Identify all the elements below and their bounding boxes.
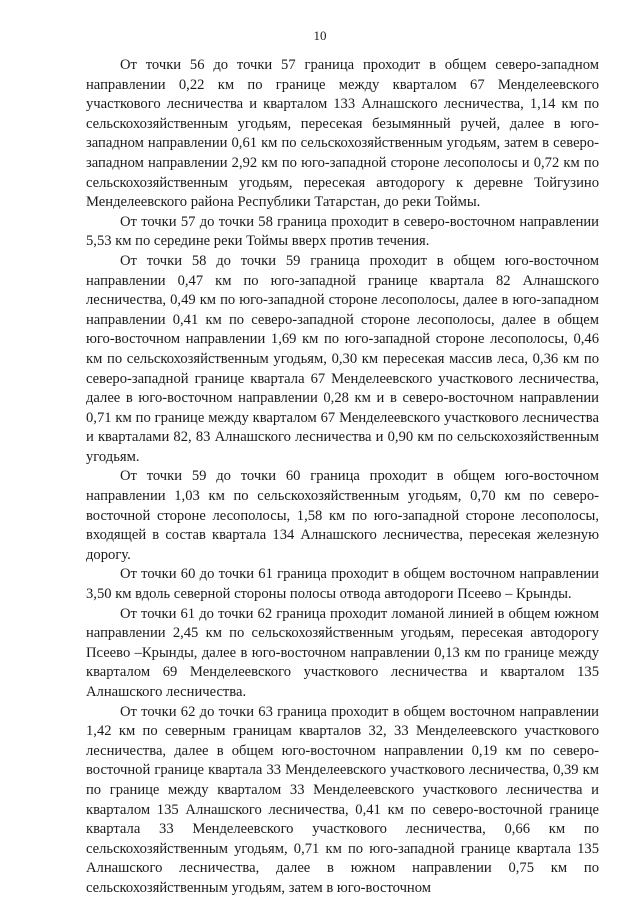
paragraph-boundary-60-61: От точки 60 до точки 61 граница проходит в общем восточном направлении 3,50 км вдоль северной стороны полосы отвода автодороги Псеево – Крынды. bbox=[86, 566, 599, 603]
paragraph-boundary-57-58: От точки 57 до точки 58 граница проходит в северо-восточном направлении 5,53 км по середине реки Тоймы вверх против течения. bbox=[86, 213, 599, 250]
paragraph-boundary-62-63: От точки 62 до точки 63 граница проходит в общем восточном направлении 1,42 км по северным границам кварталов 32, 33 Менделеевского участкового лесничества, далее в общем юго-восточном направлении 0,19 км по северо-восточной границе квартала 33 Менделеевского участкового лесничества, 0,39 км по границе между кварталом 33 Менделеевского участкового лесничества и кварталом 135 Алнашского лесничества, 0,41 км по северо-восточной границе квартала 33 Менделеевского участкового лесничества, 0,66 км по сельскохозяйственным угодьям, 0,71 км по юго-западной границе квартала 135 Алнашского лесничества, далее в южном направлении 0,75 км по сельскохозяйственным угодьям, затем в юго-восточном bbox=[86, 703, 599, 896]
paragraph-boundary-59-60: От точки 59 до точки 60 граница проходит в общем юго-восточном направлении 1,03 км по сельскохозяйственным угодьям, 0,70 км по северо-восточной стороне лесополосы, 1,58 км по юго-западной стороне лесополосы, входящей в состав квартала 134 Алнашского лесничества, пересекая железную дорогу. bbox=[86, 468, 599, 563]
paragraph-boundary-61-62: От точки 61 до точки 62 граница проходит ломаной линией в общем южном направлении 2,45 км по сельскохозяйственным угодьям, пересекая автодорогу Псеево –Крынды, далее в юго-восточном направлении 0,13 км по границе между кварталом 69 Менделеевского участкового лесничества и кварталом 135 Алнашского лесничества. bbox=[86, 605, 599, 700]
paragraph-boundary-58-59: От точки 58 до точки 59 граница проходит в общем юго-восточном направлении 0,47 км по юго-западной границе квартала 82 Алнашского лесничества, 0,49 км по юго-западной стороне лесополосы, далее в юго-западном направлении 0,41 км по северо-западной стороне лесополосы, далее в общем юго-восточном направлении 1,69 км по юго-западной стороне лесополосы, 0,46 км по сельскохозяйственным угодьям, 0,30 км пересекая массив леса, 0,36 км по северо-западной границе квартала 67 Менделеевского участкового лесничества, далее в юго-восточном направлении 0,28 км и в северо-восточном направлении 0,71 км по границе между кварталом 67 Менделеевского участкового лесничества и кварталами 82, 83 Алнашского лесничества и 0,90 км по сельскохозяйственным угодьям. bbox=[86, 252, 599, 465]
paragraph-boundary-56-57: От точки 56 до точки 57 граница проходит в общем северо-западном направлении 0,22 км по границе между кварталом 67 Менделеевского участкового лесничества и кварталом 133 Алнашского лесничества, 1,14 км по сельскохозяйственным угодьям, пересекая безымянный ручей, далее в юго-западном направлении 0,61 км по сельскохозяйственным угодьям, затем в северо-западном направлении 2,92 км по юго-западной стороне лесополосы и 0,72 км по сельскохозяйственным угодьям, пересекая автодорогу к деревне Тойгузино Менделеевского района Республики Татарстан, до реки Тоймы. bbox=[86, 57, 599, 211]
page-number: 10 bbox=[313, 28, 327, 43]
document-body bbox=[86, 56, 599, 899]
